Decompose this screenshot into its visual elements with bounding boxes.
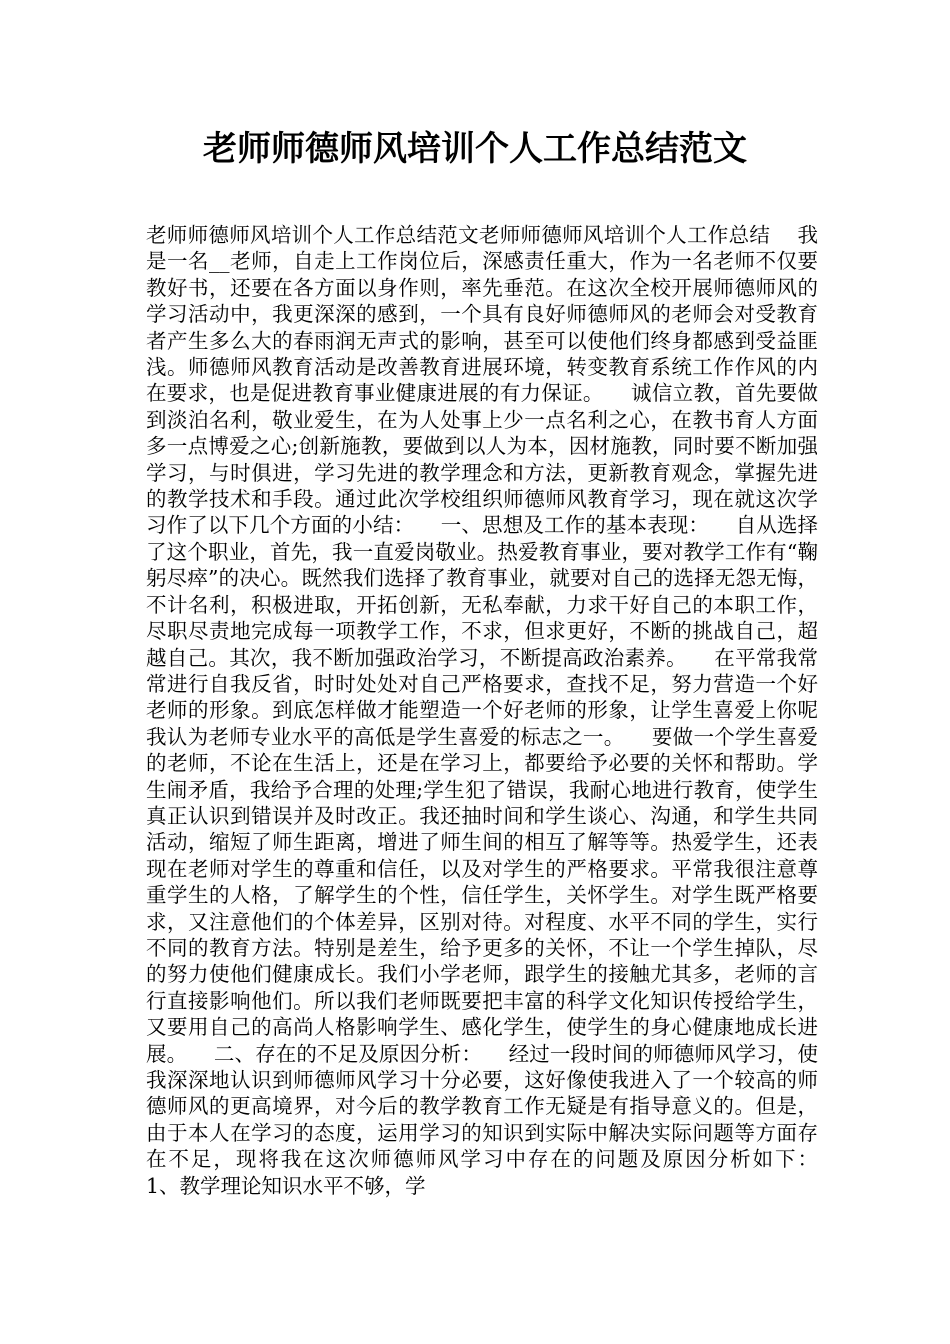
body-paragraph: 老师师德师风培训个人工作总结范文老师师德师风培训个人工作总结 我是一名__老师，自走上工作岗位后，深感责任重大，作为一名老师不仅要教好书，还要在各方面以身作则，率先垂范。在这次全校开展师德师风的学习活动中，我更深深的感到，一个具有良好师德师风的老师会对受教育者产生多么大的春雨润无声式的影响，甚至可以使他们终身都感到受益匪浅。师德师风教育活动是改善教育进展环境，转变教育系统工作作风的内在要求，也是促进教育事业健康进展的有力保证。 诚信立教，首先要做到淡泊名利，敬业爱生，在为人处事上少一点名利之心，在教书育人方面多一点博爱之心;创新施教，要做到以人为本，因材施教，同时要不断加强学习，与时俱进，学习先进的教学理念和方法，更新教育观念，掌握先进的教学技术和手段。通过此次学校组织师德师风教育学习，现在就这次学习作了以下几个方面的小结： 一、思想及工作的基本表现： 自从选择了这个职业，首先，我一直爱岗敬业。热爱教育事业，要对教学工作有“鞠躬尽瘁”的决心。既然我们选择了教育事业，就要对自己的选择无怨无悔，不计名利，积极进取，开拓创新，无私奉献，力求干好自己的本职工作，尽职尽责地完成每一项教学工作，不求，但求更好，不断的挑战自己，超越自己。其次，我不断加强政治学习，不断提高政治素养。 在平常我常常进行自我反省，时时处处对自己严格要求，查找不足，努力营造一个好老师的形象。到底怎样做才能塑造一个好老师的形象，让学生喜爱上你呢我认为老师专业水平的高低是学生喜爱的标志之一。 要做一个学生喜爱的老师，不论在生活上，还是在学习上，都要给予必要的关怀和帮助。学生闹矛盾，我给予合理的处理;学生犯了错误，我耐心地进行教育，使学生真正认识到错误并及时改正。我还抽时间和学生谈心、沟通，和学生共同活动，缩短了师生距离，增进了师生间的相互了解等等。热爱学生，还表现在老师对学生的尊重和信任，以及对学生的严格要求。平常我很注意尊重学生的人格，了解学生的个性，信任学生，关怀学生。对学生既严格要求，又注意他们的个体差异，区别对待。对程度、水平不同的学生，实行不同的教育方法。特别是差生，给予更多的关怀，不让一个学生掉队，尽的努力使他们健康成长。我们小学老师，跟学生的接触尤其多，老师的言行直接影响他们。所以我们老师既要把丰富的科学文化知识传授给学生，又要用自己的高尚人格影响学生、感化学生，使学生的身心健康地成长进展。 二、存在的不足及原因分析： 经过一段时间的师德师风学习，使我深深地认识到师德师风学习十分必要，这好像使我进入了一个较高的师德师风的更高境界，对今后的教学教育工作无疑是有指导意义的。但是，由于本人在学习的态度，运用学习的知识到实际中解决实际问题等方面存在不足，现将我在这次师德师风学习中存在的问题及原因分析如下： 1、教学理论知识水平不够，学 <box>146 223 845 1198</box>
page-title: 老师师德师风培训个人工作总结范文 <box>203 129 747 169</box>
